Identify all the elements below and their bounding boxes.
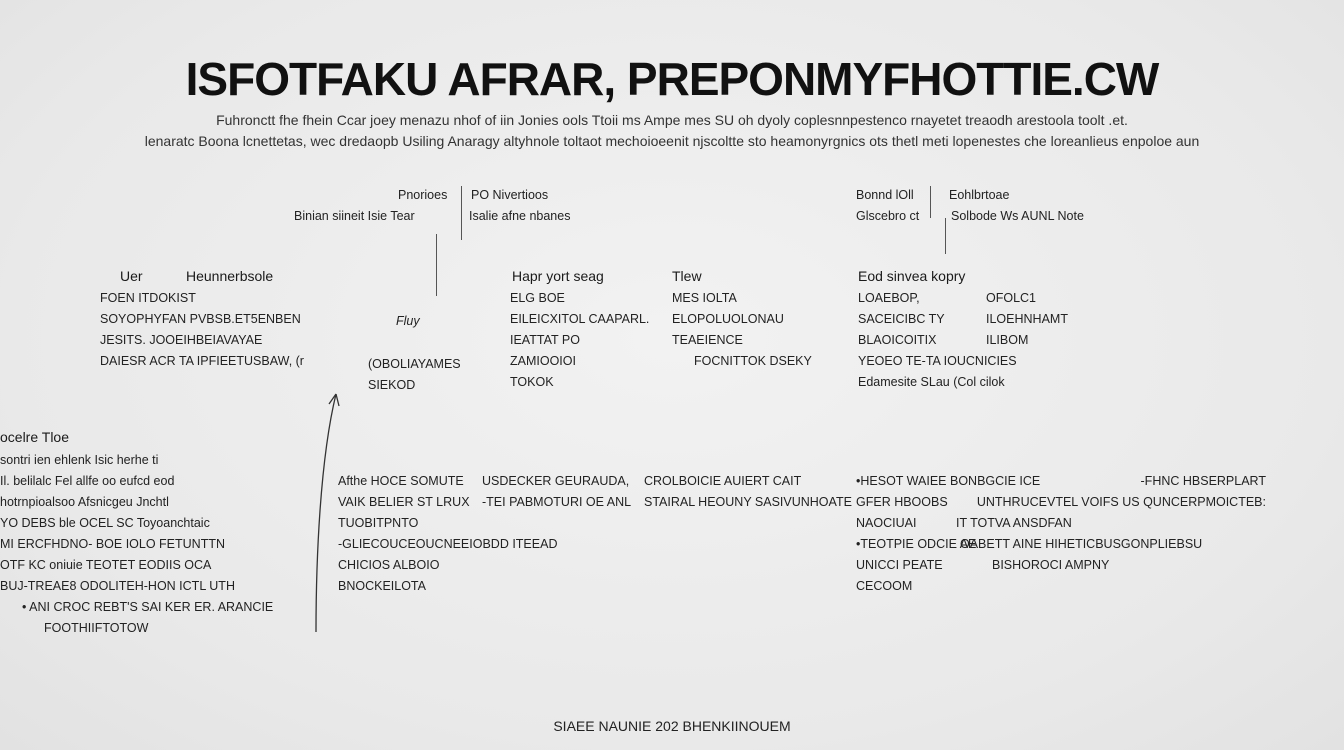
right-block-line: OABETT AINE HIHETICBUSGONPLIEBSU bbox=[960, 537, 1203, 551]
col1-header-b: Heunnerbsole bbox=[186, 268, 274, 284]
col4-lines-b bbox=[986, 288, 1068, 351]
col4-line: ILOEHNHAMT bbox=[986, 312, 1068, 326]
left-block-line: Il. belilalc Fel allfe oo eufcd eod bbox=[0, 474, 175, 488]
right-block-line: GFER HBOOBS bbox=[856, 495, 948, 509]
col3-line: TOKOK bbox=[510, 375, 554, 389]
col3-line: IEATTAT PO bbox=[510, 333, 580, 347]
mid-block-line: BNOCKEILOTA bbox=[338, 579, 426, 593]
right-block-line: IT TOTVA ANSDFAN bbox=[956, 516, 1072, 530]
top-label-right-b-title: Eohlbrtoae bbox=[949, 188, 1010, 202]
col1-lines bbox=[100, 288, 304, 372]
col4-line: Edamesite SLau (Col cilok bbox=[858, 375, 1005, 389]
mid-block-line: CHICIOS ALBOIO bbox=[338, 558, 440, 572]
subtitle-line-1: Fuhronctt fhe fhein Ccar joey menazu nhof of iin Jonies ools Ttoii ms Ampe mes SU oh dyoly coplesnnpestenco rnayetet treaodh arestoola toolt .et. bbox=[216, 112, 1128, 128]
subtitle-line-2: lenaratc Boona lcnettetas, wec dredaopb Usiling Anaragy altyhnole toltaot mechoioeenit njscoltte sto heamonyrgnics ots thetl meti lopenestes che loreanlieus enpoloe aun bbox=[144, 133, 1200, 149]
right-block-line: NAOCIUAI bbox=[856, 516, 917, 530]
col1-header-a: Uer bbox=[120, 268, 143, 284]
right-block-line: •HESOT WAIEE BONBGCIE ICE bbox=[856, 474, 1041, 488]
connector-line-left-down bbox=[436, 234, 437, 296]
top-label-left-a-title: Pnorioes bbox=[398, 188, 448, 202]
mid-block-line: -TEI PABMOTURI OE ANL bbox=[482, 495, 632, 509]
top-label-right-b-sub: Solbode Ws AUNL Note bbox=[951, 209, 1084, 223]
top-label-right-a-title: Bonnd lOll bbox=[856, 188, 914, 202]
left-block-line: OTF KC oniuie TEOTET EODIIS OCA bbox=[0, 558, 212, 572]
col4-line: LOAEBOP, bbox=[858, 291, 920, 305]
right-block-line: UNICCI PEATE bbox=[856, 558, 943, 572]
connector-line-top-right bbox=[930, 186, 931, 218]
connector-line-right-down bbox=[945, 218, 946, 254]
col4-line: SACEICIBC TY bbox=[858, 312, 945, 326]
mid-block-line: TUOBITPNTO bbox=[338, 516, 419, 530]
mid-block-line: Afthe HOCE SOMUTE bbox=[338, 474, 464, 488]
right-block-line: CECOOM bbox=[856, 579, 913, 593]
right-block-line: UNTHRUCEVTEL VOIFS US QUNCERPMOICTEB: bbox=[976, 495, 1266, 509]
col3-header-b: Tlew bbox=[672, 268, 702, 284]
col4-line: OFOLC1 bbox=[986, 291, 1037, 305]
top-label-left-b-sub: Isalie afne nbanes bbox=[469, 209, 571, 223]
col3-line: MES IOLTA bbox=[672, 291, 737, 305]
top-label-right-a-sub: Glscebro ct bbox=[856, 209, 920, 223]
col3-lines-a bbox=[510, 288, 649, 393]
col3-line: ELOPOLUOLONAU bbox=[672, 312, 784, 326]
page-footer: SIAEE NAUNIE 202 BHENKIINOUEM bbox=[553, 718, 791, 734]
col3-lines-b bbox=[672, 288, 812, 372]
col4-header: Eod sinvea kopry bbox=[858, 268, 966, 284]
col3-line: TEAEIENCE bbox=[672, 333, 743, 347]
middle-label: Fluy bbox=[396, 314, 420, 328]
col1-line: SOYOPHYFAN PVBSB.ET5ENBEN bbox=[100, 312, 301, 326]
top-label-left-a-sub: Binian siineit Isie Tear bbox=[294, 209, 415, 223]
col1-line: DAIESR ACR TA IPFIEETUSBAW, (r bbox=[100, 354, 304, 368]
col3-line: ZAMIOOIOI bbox=[510, 354, 576, 368]
right-block-line: -FHNC HBSERPLART bbox=[1140, 474, 1266, 488]
col3-header-a: Hapr yort seag bbox=[512, 268, 604, 284]
mid-block-line: VAIK BELIER ST LRUX bbox=[338, 495, 470, 509]
right-block-lines-b bbox=[956, 471, 1266, 576]
left-block-line: BUJ-TREAE8 ODOLITEH-HON ICTL UTH bbox=[0, 579, 235, 593]
left-block-line: MI ERCFHDNO- BOE IOLO FETUNTTN bbox=[0, 537, 225, 551]
col2-lines bbox=[368, 354, 461, 396]
page-title: ISFOTFAKU AFRAR, PREPONMYFHOTTIE.CW bbox=[185, 53, 1159, 105]
left-block-line: YO DEBS ble OCEL SC Toyoanchtaic bbox=[0, 516, 210, 530]
left-block-line: hotrnpioalsoo Afsnicgeu Jnchtl bbox=[0, 495, 169, 509]
col1-line: FOEN ITDOKIST bbox=[100, 291, 196, 305]
col1-line: JESITS. JOOEIHBEIAVAYAE bbox=[100, 333, 263, 347]
col3-line: FOCNITTOK DSEKY bbox=[694, 354, 812, 368]
left-block-line: • ANI CROC REBT'S SAI KER ER. ARANCIE bbox=[22, 600, 274, 614]
left-block-lines bbox=[0, 450, 273, 639]
mid-block-lines-b bbox=[482, 471, 631, 513]
right-block-line: BISHOROCI AMPNY bbox=[992, 558, 1110, 572]
mid-block-line: USDECKER GEURAUDA, bbox=[482, 474, 630, 488]
col2-line: (OBOLIAYAMES bbox=[368, 357, 461, 371]
connector-line-top-left bbox=[461, 186, 462, 240]
left-block-header: ocelre Tloe bbox=[0, 429, 70, 445]
top-label-left-b-title: PO Nivertioos bbox=[471, 188, 549, 202]
mid-block-line: STAIRAL HEOUNY SASIVUNHOATE bbox=[644, 495, 852, 509]
mid-block-lines-c bbox=[644, 471, 852, 513]
left-block-line: FOOTHIIFTOTOW bbox=[44, 621, 149, 635]
mid-block-line: CROLBOICIE AUIERT CAIT bbox=[644, 474, 802, 488]
right-block-line: •TEOTPIE ODCIE AE bbox=[856, 537, 977, 551]
col4-line: ILIBOM bbox=[986, 333, 1029, 347]
col3-line: ELG BOE bbox=[510, 291, 565, 305]
col3-line: EILEICXITOL CAAPARL. bbox=[510, 312, 650, 326]
left-block-line: sontri ien ehlenk Isic herhe ti bbox=[0, 453, 159, 467]
col4-line: YEOEO TE-TA IOUCNICIES bbox=[858, 354, 1017, 368]
mid-block-line: -GLIECOUCEOUCNEEIOBDD ITEEAD bbox=[338, 537, 558, 551]
col4-line: BLAOICOITIX bbox=[858, 333, 937, 347]
col2-line: SIEKOD bbox=[368, 378, 416, 392]
